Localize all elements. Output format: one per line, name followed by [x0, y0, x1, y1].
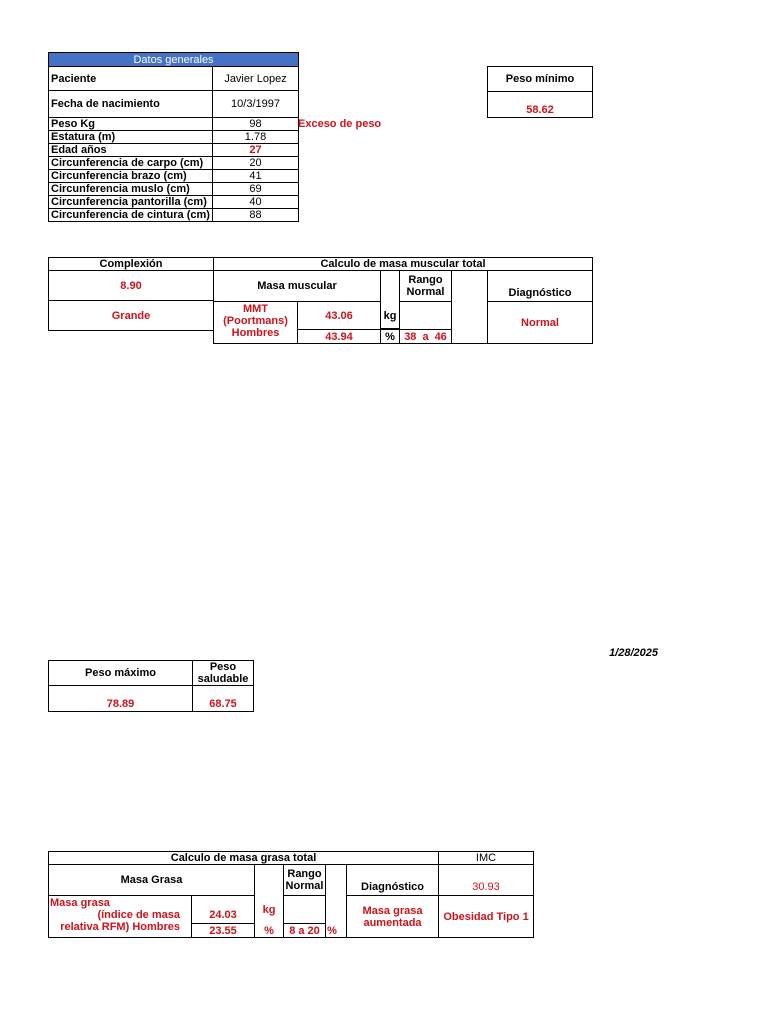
label-peso: Peso Kg [49, 118, 213, 131]
value-peso: 98 [213, 118, 299, 131]
value-brazo: 41 [213, 170, 299, 183]
masa-grasa-kg-value: 24.03 [209, 909, 237, 921]
value-fecha-nacimiento: 10/3/1997 [213, 91, 299, 118]
value-edad: 27 [213, 144, 299, 157]
masa-muscular-col-label: Masa muscular [257, 280, 337, 292]
peso-minimo-value: 58.62 [488, 92, 593, 118]
masa-muscular-method: MMT (Poortmans) Hombres [223, 303, 288, 339]
masa-muscular-pct-unit: % [385, 330, 395, 343]
label-pantorilla: Circunferencia pantorilla (cm) [49, 196, 213, 209]
label-paciente: Paciente [49, 67, 213, 91]
range-sep: a [422, 330, 429, 343]
value-cintura: 88 [213, 209, 299, 222]
complexion-value: 8.90 [120, 279, 142, 292]
label-brazo: Circunferencia brazo (cm) [49, 170, 213, 183]
report-date: 1/28/2025 [609, 647, 658, 659]
masa-grasa-method [50, 897, 190, 933]
label-cintura: Circunferencia de cintura (cm) [49, 209, 213, 222]
label-edad: Edad años [49, 144, 213, 157]
range-high: 46 [434, 330, 447, 343]
exceso-peso-note: Exceso de peso [298, 118, 382, 130]
value-pantorilla: 40 [213, 196, 299, 209]
label-carpo: Circunferencia de carpo (cm) [49, 157, 213, 170]
masa-grasa-col-label: Masa Grasa [120, 874, 183, 886]
masa-grasa-rango-label: Rango Normal [285, 868, 324, 892]
complexion-category: Grande [111, 309, 151, 322]
masa-grasa-kg-unit: kg [262, 904, 276, 916]
imc-value: 30.93 [472, 881, 500, 893]
masa-muscular-rango-label: Rango Normal [406, 274, 445, 298]
value-carpo: 20 [213, 157, 299, 170]
peso-maximo-value: 78.89 [106, 698, 135, 710]
peso-maximo-label: Peso máximo [85, 667, 156, 679]
label-fecha-nacimiento: Fecha de nacimiento [49, 91, 213, 118]
range-low: 38 [404, 330, 417, 343]
masa-grasa-range: 8 a 20 [289, 924, 320, 937]
label-estatura: Estatura (m) [49, 131, 213, 144]
masa-muscular-kg-unit: kg [383, 309, 397, 322]
complexion-label: Complexión [99, 258, 163, 270]
masa-muscular-title: Calculo de masa muscular total [320, 258, 486, 270]
masa-muscular-kg-value: 43.06 [325, 309, 353, 322]
imc-label: IMC [475, 852, 497, 864]
peso-minimo-label: Peso mínimo [488, 67, 593, 92]
peso-minimo-table [487, 66, 593, 118]
masa-grasa-range-unit: % [327, 924, 337, 937]
datos-generales-table [48, 52, 299, 222]
masa-muscular-range [399, 329, 452, 344]
masa-grasa-title: Calculo de masa grasa total [170, 852, 317, 864]
peso-saludable-value: 68.75 [209, 698, 237, 710]
masa-grasa-pct-unit: % [264, 924, 274, 937]
value-paciente: Javier Lopez [213, 67, 299, 91]
datos-generales-header: Datos generales [49, 53, 299, 67]
masa-grasa-pct-value: 23.55 [209, 924, 237, 937]
masa-muscular-diagnosis: Normal [521, 316, 559, 329]
value-estatura: 1.78 [213, 131, 299, 144]
masa-grasa-method-line1: Masa grasa [50, 897, 110, 909]
masa-muscular-pct-value: 43.94 [325, 330, 353, 343]
label-muslo: Circunferencia muslo (cm) [49, 183, 213, 196]
masa-grasa-diag-label: Diagnóstico [361, 881, 424, 893]
masa-grasa-method-line2: (índice de masa [97, 909, 180, 921]
value-muslo: 69 [213, 183, 299, 196]
imc-diagnosis: Obesidad Tipo 1 [443, 910, 529, 923]
peso-saludable-label: Peso saludable [197, 661, 249, 685]
masa-grasa-method-line3: relativa RFM) Hombres [60, 921, 180, 933]
masa-muscular-diag-label: Diagnóstico [508, 287, 572, 299]
masa-grasa-diagnosis: Masa grasa aumentada [362, 904, 423, 929]
